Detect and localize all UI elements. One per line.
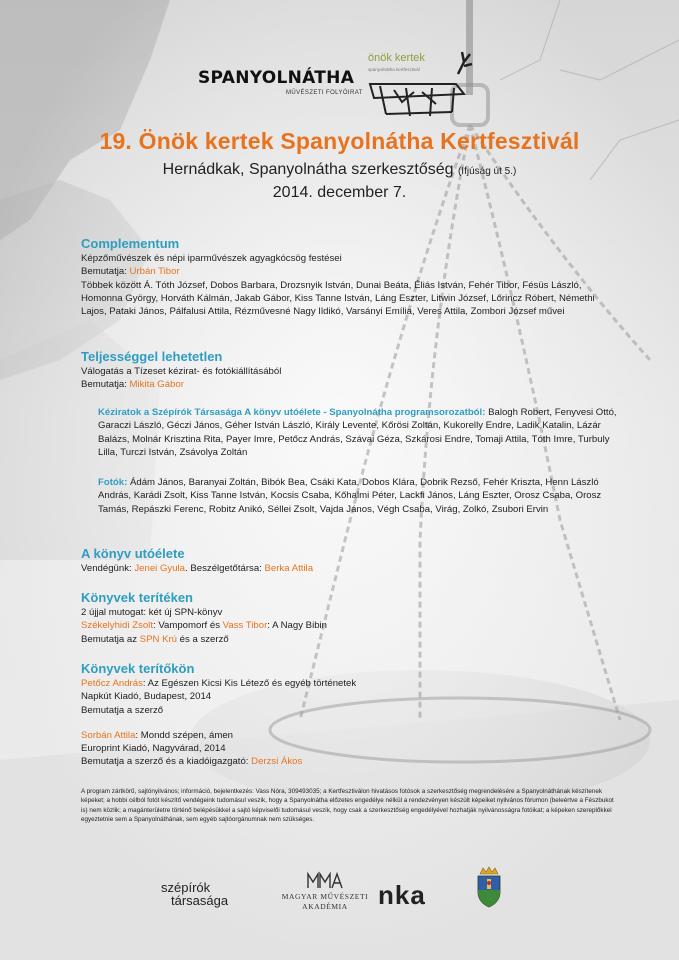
guest-line [81, 562, 641, 575]
book-title: : Vampomorf [152, 620, 208, 632]
mma-logo [280, 868, 370, 916]
photos-list: Ádám János, Baranyai Zoltán, Bibók Bea, Csáki Kata, Dobos Klára, Dobrik Rezső, Fehér Kriszta, Henn László András, Karádi Zsolt, Kiss Tanne István, Kocsis Csaba, Kőhalmi Péter, Lackfi János, Láng Eszter, Orosz Csaba, Orosz Tamás, Repászki Ferenc, Robitz Anikó, Séllei Zsolt, Vajda János, Végh Csaba, Virág, Zolkó, Zsubori Ervin [98, 477, 602, 515]
author-name: Petőcz András [81, 678, 143, 689]
partner-label: . Beszélgetőtársa: [185, 563, 262, 574]
guest-label: Vendégünk: [81, 563, 132, 574]
conjunction: és [207, 620, 223, 632]
mma-logo-text [280, 892, 370, 912]
section-konyvek-teritokon [81, 661, 641, 769]
presenter-line [81, 378, 641, 391]
fine-print: A program zártkörű, sajtónyilvános; információ, bejelentkezés: Vass Nóra, 309493035; a Kertfesztiválon hivatásos fotósok a szerkesztőség megrendelésére a Spanyolnáthának készítenek képeket; a hobbi célból fotót készítő vendégeink tudomásul veszik, hogy a Spanyolnátha előzetes engedélye nélkül a rendezvényen készült képeiket nyilvános fórumon (beleértve a Fészbukot is) nem közlik; a magánterületre történő belépésükkel a sajtó képviselői tudomásul veszik, hogy csak a szerkesztőség engedélyével hozhatják nyilvánosságra fotóikat; a képeken szereplőkkel egyeztetnie sem a Spanyolnáthának, sem egyéb sajtóorgánumnak nem szükséges. [81, 788, 614, 824]
event-date: 2014. december 7. [272, 184, 407, 201]
section-description: Képzőművészek és népi iparművészek agyagkócsög festései [81, 253, 342, 264]
presenter-label: Bemutatja a szerző és a kiadóigazgató: [81, 756, 249, 768]
book-line [81, 729, 641, 742]
presenter-name: Mikita Gábor [129, 379, 184, 391]
author-name: Vass Tibor [222, 620, 268, 632]
book-title: : Az Egészen Kicsi Kis Létező és egyéb történetek [142, 678, 357, 689]
book-line [81, 677, 641, 690]
coat-of-arms-icon [474, 866, 504, 908]
szepirok-logo-line1: szépírók [161, 880, 211, 895]
author-name: Sorbán Attila [81, 729, 136, 741]
section-konyvek-teritoken [81, 590, 641, 646]
presenter-tail: és a szerző [177, 633, 229, 645]
presenter-line: Bemutatja a szerző [81, 704, 164, 716]
mma-logo-mark [280, 868, 370, 892]
author-name: Székelyhidi Zsolt [81, 620, 153, 632]
presenter-label: Bemutatja: [81, 379, 127, 391]
photos-block [98, 476, 628, 516]
nka-logo: nka [378, 880, 426, 910]
venue-line [0, 161, 679, 179]
section-heading: Teljességgel lehetetlen [81, 349, 223, 364]
section-heading: Könyvek terítőkön [81, 661, 195, 676]
presenter-name: Derzsi Ákos [251, 756, 303, 768]
presenter-label: Bemutatja: [81, 266, 127, 278]
spanyolnatha-logo [198, 66, 363, 106]
page-title: 19. Önök kertek Spanyolnátha Kertfesztivál [99, 128, 580, 154]
book-title: : A Nagy Bibin [267, 620, 328, 632]
artists-list: Többek között Á. Tóth József, Dobos Barbara, Drozsnyik István, Dunai Beáta, Éliás István, Fehér Tibor, Fésüs László, Homonna György, Horváth Kálmán, Jakab Gábor, Kiss Tanne István, Láng Eszter, Litwin József, Lőrincz Róbert, Némethi Lajos, Pataki János, Pálfalusi Attila, Rézművesné Nagy Ildikó, Varsányi Emília, Veres Attila, Zombori József művei [81, 279, 595, 318]
books-line [81, 619, 641, 632]
presenter-line [81, 755, 641, 768]
guest-name: Jenei Gyula [134, 563, 186, 574]
szepirok-logo-line2: társasága [171, 893, 229, 908]
book-title: : Mondd szépen, ámen [135, 729, 234, 741]
publisher-line: Europrint Kiadó, Nagyvárad, 2014 [81, 743, 226, 755]
photos-label: Fotók: [98, 477, 128, 488]
section-description: 2 újjal mutogat: két új SPN-könyv [81, 607, 223, 618]
spanyolnatha-logo-word: SPANYOLNÁTHA [198, 68, 355, 88]
szepirok-tarsasaga-logo [161, 881, 228, 907]
section-teljesseggel [81, 349, 641, 392]
partner-name: Berka Attila [264, 563, 314, 574]
presenter-name: SPN Krú [139, 633, 177, 645]
presenter-label: Bemutatja az [81, 633, 137, 645]
venue-address: (Ifjúság út 5.) [457, 166, 517, 177]
onok-kertek-logo [366, 44, 478, 120]
presenter-line [81, 633, 641, 646]
manuscripts-list: Balogh Robert, Fenyvesi Ottó, Garaczi László, Géczi János, Géher István László, Király Levente, Kőrösi Zoltán, Kukorelly Endre, Ladik Katalin, Lázár Balázs, Molnár Krisztina Rita, Payer Imre, Petőcz András, Szávai Géza, Szkárosi Endre, Tomaji Attila, Tóth Imre, Turbuly Lilla, Turczi István, Zsávolya Zoltán [98, 407, 617, 458]
publisher-line: Napkút Kiadó, Budapest, 2014 [81, 691, 212, 703]
presenter-line [81, 265, 641, 278]
manuscripts-label: Kéziratok a Szépírók Társasága A könyv utóélete - Spanyolnátha programsorozatból: [98, 407, 486, 418]
onok-kertek-logo-word: önök kertek [368, 52, 425, 64]
mma-logo-line2: AKADÉMIA [302, 902, 348, 911]
spanyolnatha-logo-subtitle: MŰVÉSZETI FOLYÓIRAT [286, 90, 363, 96]
section-complementum [81, 236, 641, 318]
section-heading: Complementum [81, 236, 180, 251]
manuscripts-block [98, 406, 628, 459]
mma-logo-line1: MAGYAR MŰVÉSZETI [281, 892, 369, 901]
presenter-name: Urbán Tibor [129, 266, 180, 278]
section-heading: Könyvek terítéken [81, 590, 193, 605]
section-konyv-utoelete [81, 546, 641, 575]
venue: Hernádkak, Spanyolnátha szerkesztőség [162, 161, 454, 178]
section-heading: A könyv utóélete [81, 546, 185, 561]
section-description: Válogatás a Tízeset kézirat- és fotókiállításából [81, 366, 282, 377]
onok-kertek-logo-subtitle: spanyolnátha kertfesztivál [368, 67, 420, 72]
